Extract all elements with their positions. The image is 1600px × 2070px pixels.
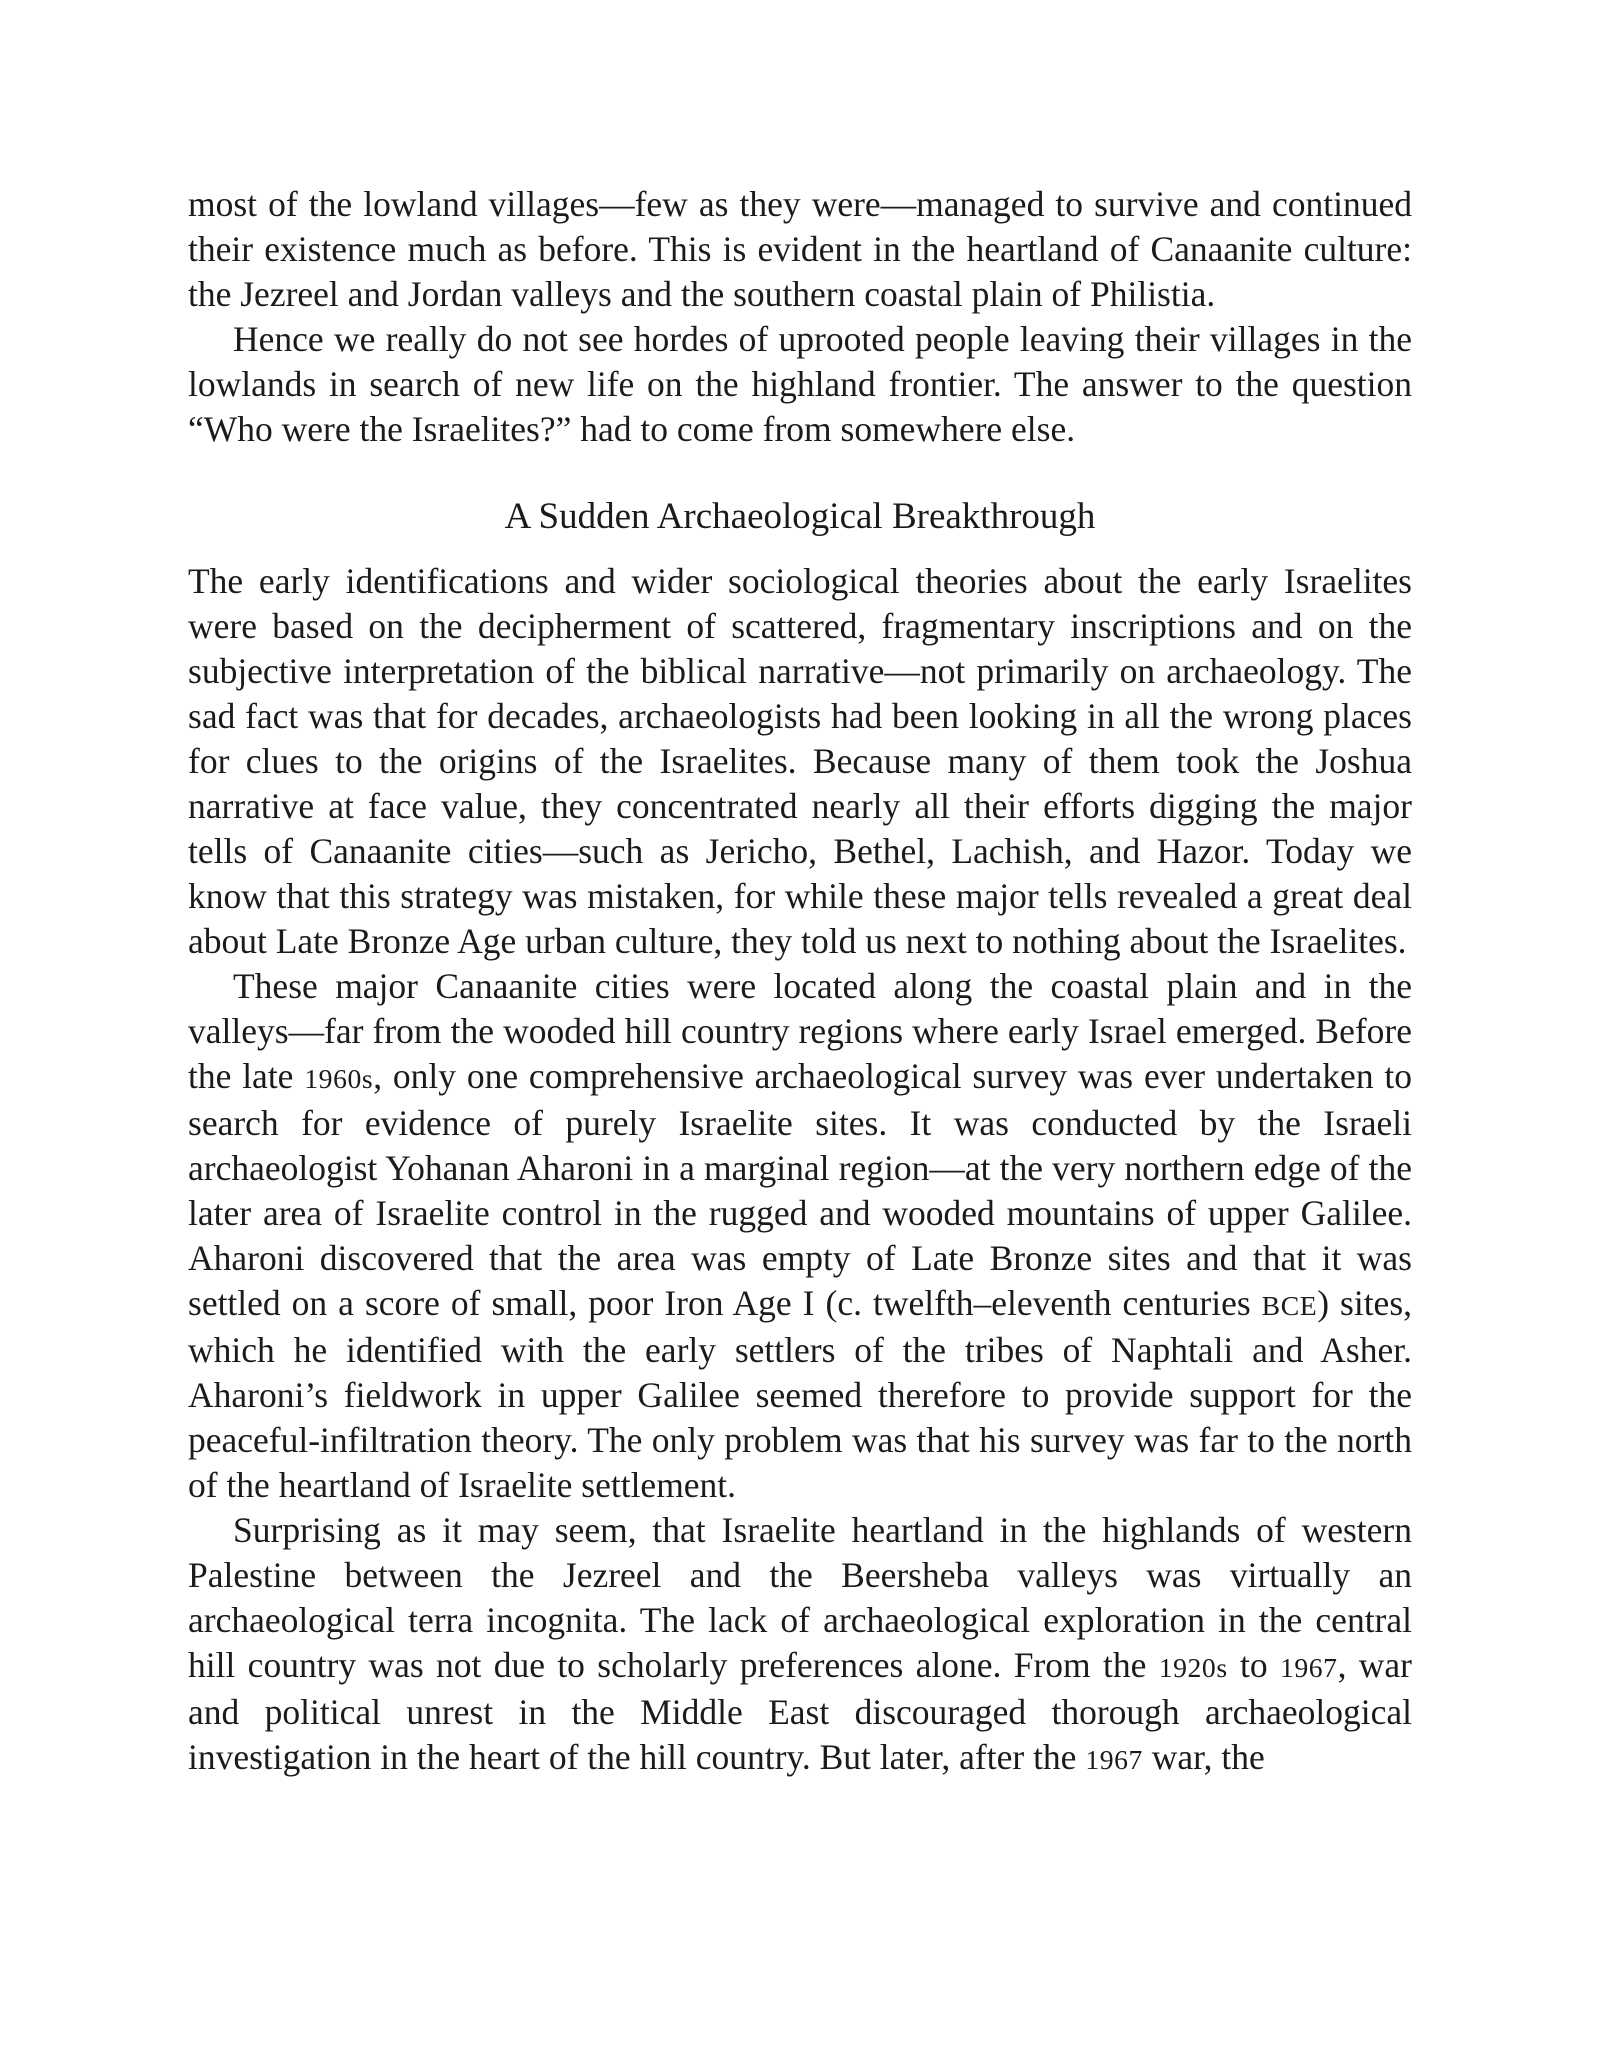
text-run: , war and political unrest in the Middle East discouraged thorough archaeological investigation in the heart of the hill country. But later, after the xyxy=(188,1645,1412,1777)
oldstyle-number: 1967 xyxy=(1085,1744,1143,1775)
text-run: These major Canaanite cities were located along the coastal plain and in the valleys—far from the wooded hill country regions where early Israel emerged. Before the late xyxy=(188,966,1412,1096)
oldstyle-number: 1960s xyxy=(304,1063,374,1094)
paragraph-terra-incognita xyxy=(188,1508,1412,1782)
book-page xyxy=(188,182,1412,1782)
paragraph-canaanite-cities xyxy=(188,964,1412,1508)
text-run: Surprising as it may seem, that Israelite heartland in the highlands of western Palestine between the Jezreel and the Beersheba valleys was virtually an archaeological terra incognita. The lack of archaeological exploration in the central hill country was not due to scholarly preferences alone. From the xyxy=(188,1510,1412,1685)
text-run: ) sites, which he identified with the early settlers of the tribes of Naphtali and Asher. Aharoni’s fieldwork in upper Galilee seemed therefore to provide support for the peaceful-infiltration theory. The only problem was that his survey was far to the north of the heartland of Israelite settlement. xyxy=(188,1283,1413,1505)
era-abbreviation: BCE xyxy=(1261,1290,1318,1321)
section-heading: A Sudden Archaeological Breakthrough xyxy=(504,496,1096,537)
text-run: to xyxy=(1227,1645,1280,1685)
paragraph-early-identifications: The early identifications and wider sociological theories about the early Israelites were based on the decipherment of scattered, fragmentary inscriptions and on the subjective interpretation of the biblical narrative—not primarily on archaeology. The sad fact was that for decades, archaeologists had been looking in all the wrong places for clues to the origins of the Israelites. Because many of them took the Joshua narrative at face value, they concentrated nearly all their efforts digging the major tells of Canaanite cities—such as Jericho, Bethel, Lachish, and Hazor. Today we know that this strategy was mistaken, for while these major tells revealed a great deal about Late Bronze Age urban culture, they told us next to nothing about the Israelites. xyxy=(188,561,1412,961)
oldstyle-number: 1920s xyxy=(1158,1652,1228,1683)
oldstyle-number: 1967 xyxy=(1279,1652,1338,1683)
text-run: , only one comprehensive archaeological survey was ever undertaken to search for evidence of purely Israelite sites. It was conducted by the Israeli archaeologist Yohanan Aharoni in a marginal region—at the very northern edge of the later area of Israelite control in the rugged and wooded mountains of upper Galilee. Aharoni discovered that the area was empty of Late Bronze sites and that it was settled on a score of small, poor Iron Age I (c. twelfth–eleventh centuries xyxy=(188,1056,1413,1323)
paragraph-hordes: Hence we really do not see hordes of uprooted people leaving their villages in the lowlands in search of new life on the highland frontier. The answer to the question “Who were the Israelites?” had to come from somewhere else. xyxy=(188,319,1412,449)
paragraph-continued: most of the lowland villages—few as they were—managed to survive and continued their existence much as before. This is evident in the heartland of Canaanite culture: the Jezreel and Jordan valleys and the southern coastal plain of Philistia. xyxy=(188,184,1412,314)
text-run: war, the xyxy=(1142,1737,1265,1777)
